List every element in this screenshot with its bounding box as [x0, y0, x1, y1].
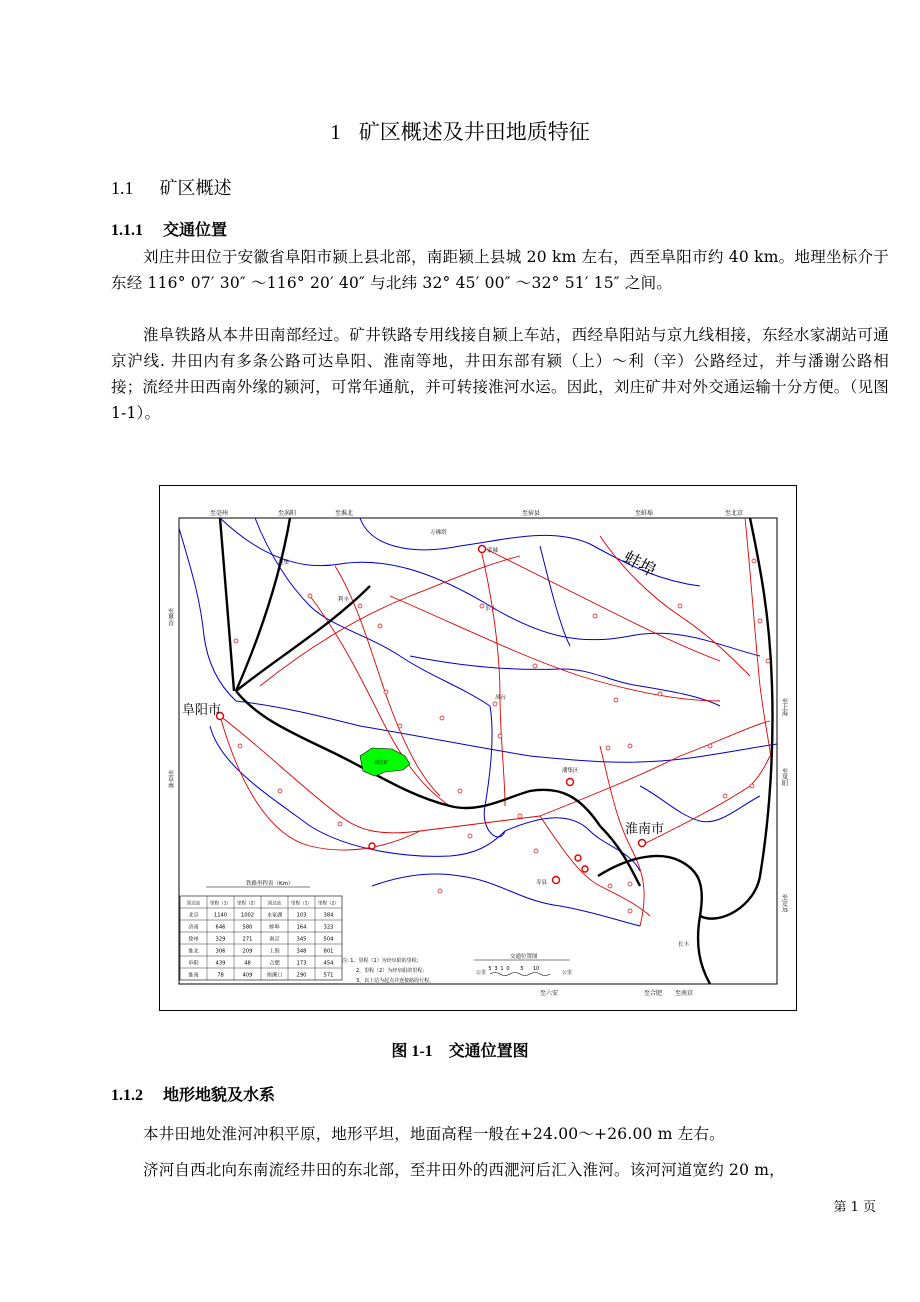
- table-cell: 801: [323, 948, 334, 955]
- river: [220, 518, 760, 656]
- town-label: 寿县: [536, 880, 548, 886]
- table-cell: 646: [215, 924, 226, 931]
- town-markers: [234, 559, 770, 913]
- city-marker: [575, 855, 581, 861]
- table-header-cell: 里程（1）: [290, 901, 313, 907]
- scale-ticks: [488, 966, 539, 972]
- table-header-cell: 里程（2）: [317, 901, 340, 907]
- city-marker: [479, 546, 486, 553]
- town-marker: [723, 794, 727, 798]
- chapter-heading: [0, 116, 920, 146]
- paragraph-terrain: 本井田地处淮河冲积平原，地形平坦，地面高程一般在+24.00～+26.00 m 左右。: [143, 1125, 725, 1143]
- railway: [236, 691, 600, 826]
- table-header-cell: 里程（1）: [209, 901, 232, 907]
- top-label: 至亳州: [210, 510, 229, 517]
- table-cell: 淮北: [188, 948, 199, 955]
- road: [480, 546, 505, 806]
- note-line: 注: 1、里程（1）为经阜阳的里程;: [342, 958, 419, 964]
- scale-tick-label: 3: [494, 966, 498, 972]
- town-label: 万佛塔: [430, 530, 447, 536]
- table-cell: 合肥: [269, 960, 280, 967]
- river: [505, 818, 640, 871]
- table-cell: 409: [242, 972, 253, 979]
- town-marker: [384, 690, 388, 694]
- town-marker: [338, 822, 342, 826]
- town-marker: [658, 692, 662, 696]
- right-label: 至上海: [780, 698, 788, 716]
- scale-unit: 公里: [562, 970, 573, 976]
- town-marker: [593, 614, 597, 618]
- town-marker: [480, 604, 484, 608]
- town-marker: [468, 834, 472, 838]
- city-label-huainan: 淮南市: [625, 822, 665, 837]
- town-marker: [758, 619, 762, 623]
- table-cell: 48: [244, 960, 251, 967]
- town-marker: [440, 716, 444, 720]
- town-marker: [606, 746, 610, 750]
- scale-tick-label: 10: [532, 966, 540, 972]
- table-cell: 淮南: [188, 972, 199, 979]
- town-marker: [278, 789, 282, 793]
- scale-title: 交通位置图: [510, 954, 538, 960]
- distance-table: [180, 896, 342, 980]
- top-label: 至淮北: [335, 510, 354, 517]
- left-label: 至阜南: [166, 770, 174, 788]
- town-marker: [308, 594, 312, 598]
- river: [540, 546, 570, 646]
- road: [480, 546, 720, 661]
- town-label: 赵集: [278, 560, 290, 566]
- city-label-bengbu: 蚌埠: [619, 547, 660, 582]
- table-cell: 306: [215, 948, 226, 955]
- town-marker: [438, 889, 442, 893]
- table-cell: 103: [296, 912, 307, 919]
- table-cell: 徐州: [188, 936, 199, 943]
- table-cell: 384: [323, 912, 334, 919]
- city-marker: [582, 866, 588, 872]
- table-cell: 348: [296, 948, 307, 955]
- scale-unit: 公里: [476, 970, 487, 976]
- top-label: 至宿县: [522, 510, 541, 517]
- town-marker: [766, 659, 770, 663]
- table-cell: 580: [242, 924, 253, 931]
- city-marker: [567, 779, 574, 786]
- railway: [236, 518, 290, 691]
- city-marker: [369, 843, 375, 849]
- table-cell: 1002: [240, 912, 255, 919]
- table-header-cell: 里程（2）: [236, 901, 259, 907]
- bottom-label: 至南京: [675, 990, 694, 997]
- town-marker: [608, 884, 612, 888]
- table-cell: 164: [296, 924, 307, 931]
- town-marker: [628, 882, 632, 886]
- section-title: 地形地貌及水系: [163, 1085, 276, 1104]
- table-cell: 78: [217, 972, 224, 979]
- paragraph-location: 刘庄井田位于安徽省阜阳市颍上县北部，南距颍上县城 20 km 左右，西至阜阳市约 40 km。地理坐标介于东经 116° 07′ 30″ ～116° 20′ 40″ 与北纬 32° 45′ 00″ ～32° 51′ 15″ 之间。: [111, 248, 889, 292]
- table-cell: 济南: [188, 924, 199, 931]
- town-marker: [398, 724, 402, 728]
- city-marker: [553, 877, 560, 884]
- scale-bar: [490, 973, 550, 976]
- town-marker: [493, 702, 497, 706]
- right-label: 至凤阳: [780, 768, 788, 786]
- section-heading-1-1-1: [111, 217, 227, 240]
- table-cell: 裕溪口: [266, 972, 283, 979]
- right-label: 至定远: [780, 894, 788, 912]
- town-label: 利辛: [338, 597, 350, 603]
- town-marker: [518, 814, 522, 818]
- table-cell: 290: [296, 972, 307, 979]
- section-number: 1.1: [111, 178, 134, 198]
- table-cell: 阜阳: [188, 960, 199, 967]
- town-marker: [378, 624, 382, 628]
- chapter-title: 矿区概述及井田地质特征: [358, 120, 590, 144]
- town-marker: [708, 744, 712, 748]
- town-label: 长丰: [678, 942, 690, 948]
- left-label: 至界首: [166, 608, 174, 626]
- top-label: 至蚌埠: [635, 510, 654, 517]
- town-marker: [628, 909, 632, 913]
- traffic-location-map: [159, 485, 797, 1011]
- river: [255, 518, 490, 706]
- table-cell: 上海: [269, 948, 280, 955]
- table-cell: 南京: [269, 936, 280, 943]
- river: [372, 874, 640, 926]
- note-line: 3、以上站为起点并连接路段行程。: [356, 978, 435, 984]
- town-label: 凤台: [495, 695, 507, 701]
- section-heading-1-1-2: [111, 1082, 275, 1105]
- town-label: 蒙城: [487, 548, 499, 554]
- caption-title: 交通位置图: [448, 1041, 529, 1060]
- town-marker: [358, 604, 362, 608]
- distance-table-title: 铁路里程表（Km）: [246, 881, 294, 887]
- road: [600, 536, 750, 676]
- section-number: 1.1.1: [111, 222, 143, 239]
- town-marker: [234, 639, 238, 643]
- table-cell: 439: [215, 960, 226, 967]
- town-marker: [533, 664, 537, 668]
- town-label: 潘集区: [562, 768, 579, 774]
- note-line: 2、里程（2）为经阜阳的里程;: [356, 968, 425, 974]
- chapter-number: 1: [330, 120, 341, 144]
- map-svg: [160, 486, 796, 1010]
- bottom-label: 至合肥: [644, 990, 663, 997]
- table-cell: 345: [296, 936, 307, 943]
- table-header-cell: 到达站: [267, 901, 282, 907]
- paragraph-transport: 淮阜铁路从本井田南部经过。矿井铁路专用线接自颍上车站，西经阜阳站与京九线相接，东经水家湖站可通京沪线. 井田内有多条公路可达阜阳、淮南等地，井田东部有颍（上）～利（辛）公路经过，并与潘谢公路相接；流经井田西南外缘的颍河，可常年通航，并可转接淮河水运。因此，刘庄矿井对外交通运输十分方便。（见图 1-1）。: [111, 326, 889, 422]
- town-marker: [628, 744, 632, 748]
- paragraph-river: 济河自西北向东南流经井田的东北部，至井田外的西淝河后汇入淮河。该河河道宽约 20 m，: [143, 1161, 785, 1179]
- railway: [598, 856, 710, 984]
- table-cell: 209: [242, 948, 253, 955]
- town-marker: [678, 604, 682, 608]
- table-cell: 北京: [188, 912, 199, 919]
- table-cell: 271: [242, 936, 253, 943]
- section-heading-1-1: [111, 174, 232, 200]
- roads: [220, 518, 772, 926]
- section-number: 1.1.2: [111, 1087, 143, 1104]
- town-marker: [458, 789, 462, 793]
- mine-label: 刘庄矿: [374, 760, 390, 766]
- section-title: 交通位置: [163, 220, 228, 239]
- table-cell: 329: [215, 936, 226, 943]
- scale-tick-label: 0: [506, 966, 510, 972]
- town-marker: [498, 734, 502, 738]
- town-label: 乐土: [485, 606, 497, 612]
- table-header-cell: 到达站: [186, 901, 201, 907]
- railway: [700, 518, 773, 919]
- table-cell: 323: [323, 924, 334, 931]
- figure-caption: [0, 1038, 920, 1061]
- town-marker: [238, 744, 242, 748]
- table-cell: 蚌埠: [269, 924, 280, 931]
- scale-tick-label: 5: [520, 966, 524, 972]
- bottom-label: 至六安: [540, 990, 559, 997]
- top-label: 至涡阳: [278, 510, 297, 517]
- city-marker: [639, 840, 646, 847]
- table-cell: 571: [323, 972, 334, 979]
- river: [236, 701, 777, 762]
- table-cell: 173: [296, 960, 307, 967]
- table-cell: 水家湖: [266, 912, 283, 919]
- section-title: 矿区概述: [159, 178, 232, 199]
- river: [410, 656, 720, 706]
- table-cell: 454: [323, 960, 334, 967]
- scale-tick-label: 5: [488, 966, 492, 972]
- page-number: 第 1 页: [833, 1200, 876, 1215]
- town-marker: [534, 849, 538, 853]
- caption-number: 图 1-1: [391, 1043, 433, 1060]
- table-cell: 1140: [213, 912, 228, 919]
- table-cell: 504: [323, 936, 334, 943]
- top-label: 至北京: [725, 510, 744, 517]
- town-marker: [614, 698, 618, 702]
- road: [390, 596, 720, 701]
- city-label-fuyang: 阜阳市: [182, 703, 222, 718]
- railway: [220, 518, 234, 691]
- scale-tick-label: 1: [500, 966, 504, 972]
- town-marker: [752, 559, 756, 563]
- river: [484, 706, 505, 837]
- town-marker: [750, 784, 754, 788]
